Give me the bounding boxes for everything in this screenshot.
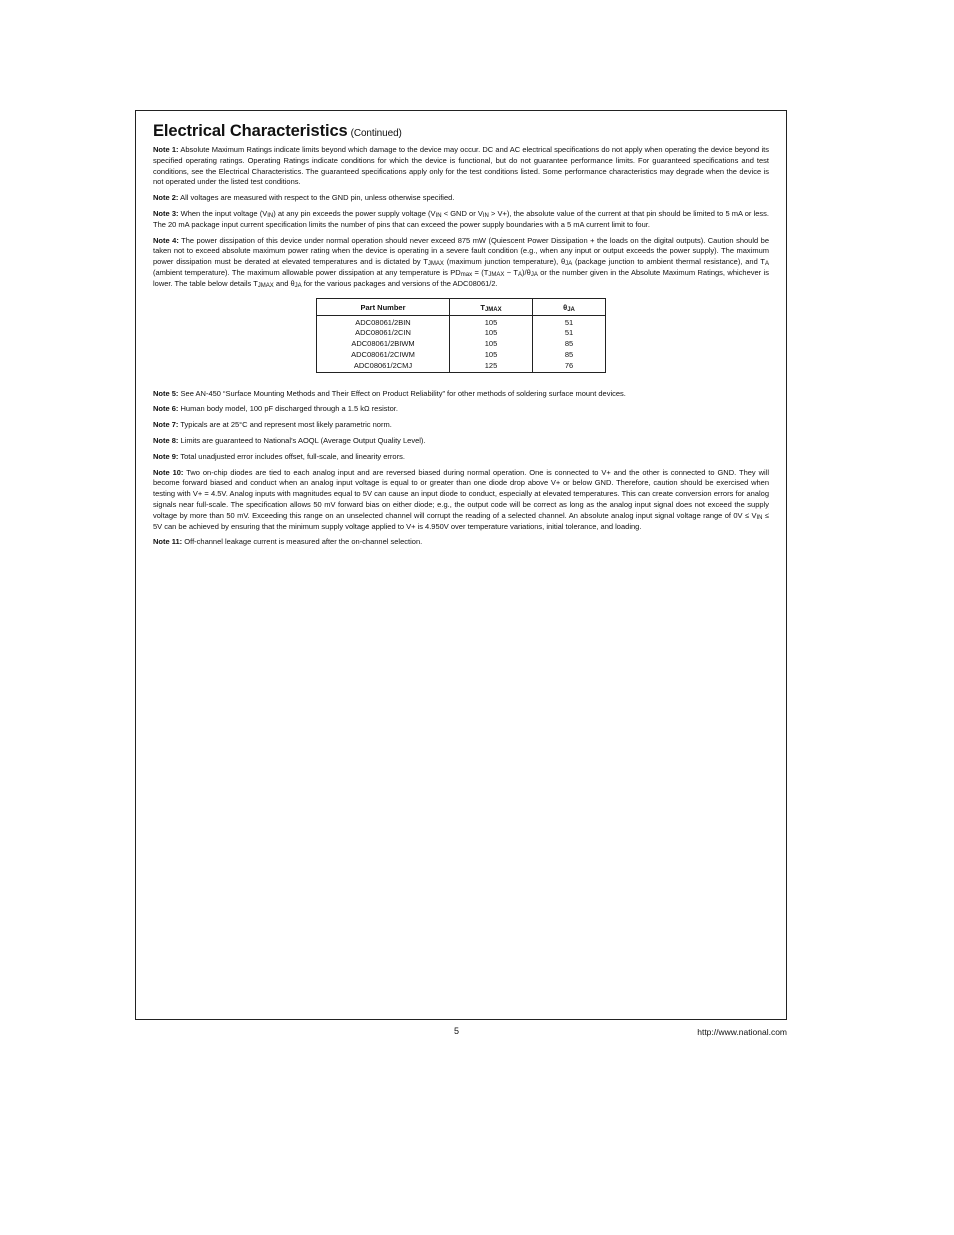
subscript: max — [460, 271, 473, 278]
note-6 — [153, 404, 769, 415]
note-label: Note 2: — [153, 193, 179, 203]
cell-theta: 76 — [533, 361, 606, 372]
note-9 — [153, 452, 769, 463]
note-label: Note 5: — [153, 388, 179, 398]
header-text: θ — [563, 302, 568, 312]
note-text: = (T — [472, 267, 489, 277]
cell-theta: 85 — [533, 350, 606, 361]
thermal-table — [316, 298, 606, 373]
note-text: )/θ — [522, 267, 531, 277]
subscript: JMAX — [488, 271, 505, 278]
subscript: JA — [567, 306, 575, 313]
note-text: and θ — [273, 278, 295, 288]
note-text: The power dissipation of this device under normal operation should never exceed 875 mW (Quiescent Power Dissipation + the loads on the digital outputs). Caution should be taken not to exceed absolute maximum power rating when the device is operating in a severe fault condition (e.g., when any input or output exceeds the power supply). The maximum power dissipation must be derated at elevated temperatures and is dictated by T — [153, 235, 769, 267]
note-5 — [153, 389, 769, 400]
note-text: Typicals are at 25°C and represent most likely parametric norm. — [180, 420, 392, 430]
note-text: > V+), the absolute value of the current at that pin should be limited to 5 mA or less. The 20 mA package input current specification limits the number of pins that can exceed the power supply boundaries with a 5 mA current limit to four. — [153, 208, 769, 229]
table-row — [317, 361, 606, 372]
subscript: JMAX — [484, 306, 502, 313]
cell-part: ADC08061/2BIN — [317, 315, 450, 328]
note-label: Note 7: — [153, 420, 179, 430]
note-text: Off-channel leakage current is measured after the on-channel selection. — [184, 537, 423, 547]
header-tjmax — [450, 298, 533, 315]
table-row — [317, 328, 606, 339]
note-text: (ambient temperature). The maximum allowable power dissipation at any temperature is PD — [153, 267, 461, 277]
notes-section — [153, 122, 769, 553]
cell-theta: 51 — [533, 328, 606, 339]
note-label: Note 9: — [153, 451, 179, 461]
note-11 — [153, 537, 769, 548]
cell-tjmax: 105 — [450, 328, 533, 339]
subscript: A — [765, 261, 770, 268]
note-7 — [153, 420, 769, 431]
header-theta-ja — [533, 298, 606, 315]
header-text: T — [480, 302, 485, 312]
note-2 — [153, 193, 769, 204]
cell-part: ADC08061/2BIWM — [317, 339, 450, 350]
table-row — [317, 339, 606, 350]
table-header-row — [317, 298, 606, 315]
note-text: ≤ 5V can be achieved by ensuring that the minimum supply voltage applied to V+ is 4.950V over temperature variations, initial tolerance, and loading. — [153, 510, 769, 531]
note-3 — [153, 209, 769, 231]
note-text: Absolute Maximum Ratings indicate limits beyond which damage to the device may occur. DC and AC electrical specifications do not apply when operating the device beyond its specified operating ratings. Operating Ratings indicate conditions for which the device is functional, but do not guarantee performance limits. For guaranteed specifications and test conditions, see the Electrical Characteristics. The guaranteed specifications apply only for the test conditions listed. Some performance characteristics may degrade when the device is not operated under the listed test conditions. — [153, 145, 770, 187]
note-text: When the input voltage (V — [180, 208, 268, 218]
note-4 — [153, 236, 769, 290]
cell-part: ADC08061/2CIN — [317, 328, 450, 339]
subscript: JA — [530, 271, 538, 278]
cell-tjmax: 105 — [450, 350, 533, 361]
note-10 — [153, 468, 769, 533]
note-label: Note 11: — [153, 537, 183, 547]
note-text: for the various packages and versions of the ADC08061/2. — [301, 278, 498, 288]
cell-theta: 51 — [533, 315, 606, 328]
note-text: Limits are guaranteed to National’s AOQL (Average Output Quality Level). — [180, 435, 426, 445]
note-label: Note 4: — [153, 235, 179, 245]
header-part-number: Part Number — [317, 298, 450, 315]
cell-part: ADC08061/2CMJ — [317, 361, 450, 372]
note-text: < GND or V — [441, 208, 483, 218]
subscript: IN — [482, 212, 489, 219]
note-8 — [153, 436, 769, 447]
subscript: JMAX — [257, 282, 274, 289]
note-text: ) at any pin exceeds the power supply voltage (V — [273, 208, 436, 218]
cell-theta: 85 — [533, 339, 606, 350]
subscript: JA — [294, 282, 302, 289]
footer-url[interactable]: http://www.national.com — [697, 1027, 787, 1037]
cell-part: ADC08061/2CIWM — [317, 350, 450, 361]
cell-tjmax: 105 — [450, 315, 533, 328]
section-heading — [153, 122, 769, 141]
note-text: Human body model, 100 pF discharged through a 1.5 kΩ resistor. — [180, 404, 398, 414]
cell-tjmax: 125 — [450, 361, 533, 372]
note-label: Note 1: — [153, 145, 179, 154]
note-1 — [153, 145, 769, 188]
subscript: IN — [267, 212, 274, 219]
note-label: Note 10: — [153, 467, 184, 477]
note-text: Total unadjusted error includes offset, full-scale, and linearity errors. — [180, 451, 405, 461]
note-text: See AN-450 “Surface Mounting Methods and Their Effect on Product Reliability” for other methods of soldering surface mount devices. — [180, 388, 626, 398]
note-text: (package junction to ambient thermal resistance), and T — [572, 257, 766, 267]
note-label: Note 8: — [153, 435, 179, 445]
subscript: A — [518, 271, 523, 278]
heading-continued: (Continued) — [350, 128, 402, 139]
subscript: IN — [435, 212, 442, 219]
note-label: Note 6: — [153, 404, 179, 414]
note-text: All voltages are measured with respect to the GND pin, unless otherwise specified. — [180, 193, 455, 203]
note-text: − T — [504, 267, 519, 277]
subscript: IN — [756, 514, 763, 521]
note-text: or the number given in the Absolute Maximum Ratings, whichever is lower. The table below details T — [153, 267, 769, 288]
subscript: JMAX — [427, 261, 444, 268]
note-text: Two on-chip diodes are tied to each analog input and are reversed biased during normal operation. One is connected to V+ and the other is connected to GND. They will become forward biased and conduct when an analog input voltage is equal to or greater than one diode drop above V+ or below GND. Therefore, caution should be exercised when testing with V+ = 4.5V. Analog inputs with magnitudes equal to 5V can cause an input diode to conduct, especially at elevated temperatures. This can create conversion errors for analog signals near full-scale. The specification allows 50 mV forward bias on either diode; e.g., the output code will be correct as long as the analog input signal does not exceed the supply voltage by more than 50 mV. Exceeding this range on an unselected channel will corrupt the reading of a selected channel. An absolute analog input signal voltage range of 0V ≤ V — [153, 467, 769, 520]
note-label: Note 3: — [153, 208, 179, 218]
note-text: (maximum junction temperature), θ — [443, 257, 566, 267]
page-number: 5 — [454, 1026, 460, 1036]
table-row — [317, 350, 606, 361]
subscript: JA — [565, 261, 573, 268]
table-row — [317, 315, 606, 328]
cell-tjmax: 105 — [450, 339, 533, 350]
heading-title: Electrical Characteristics — [153, 122, 348, 140]
